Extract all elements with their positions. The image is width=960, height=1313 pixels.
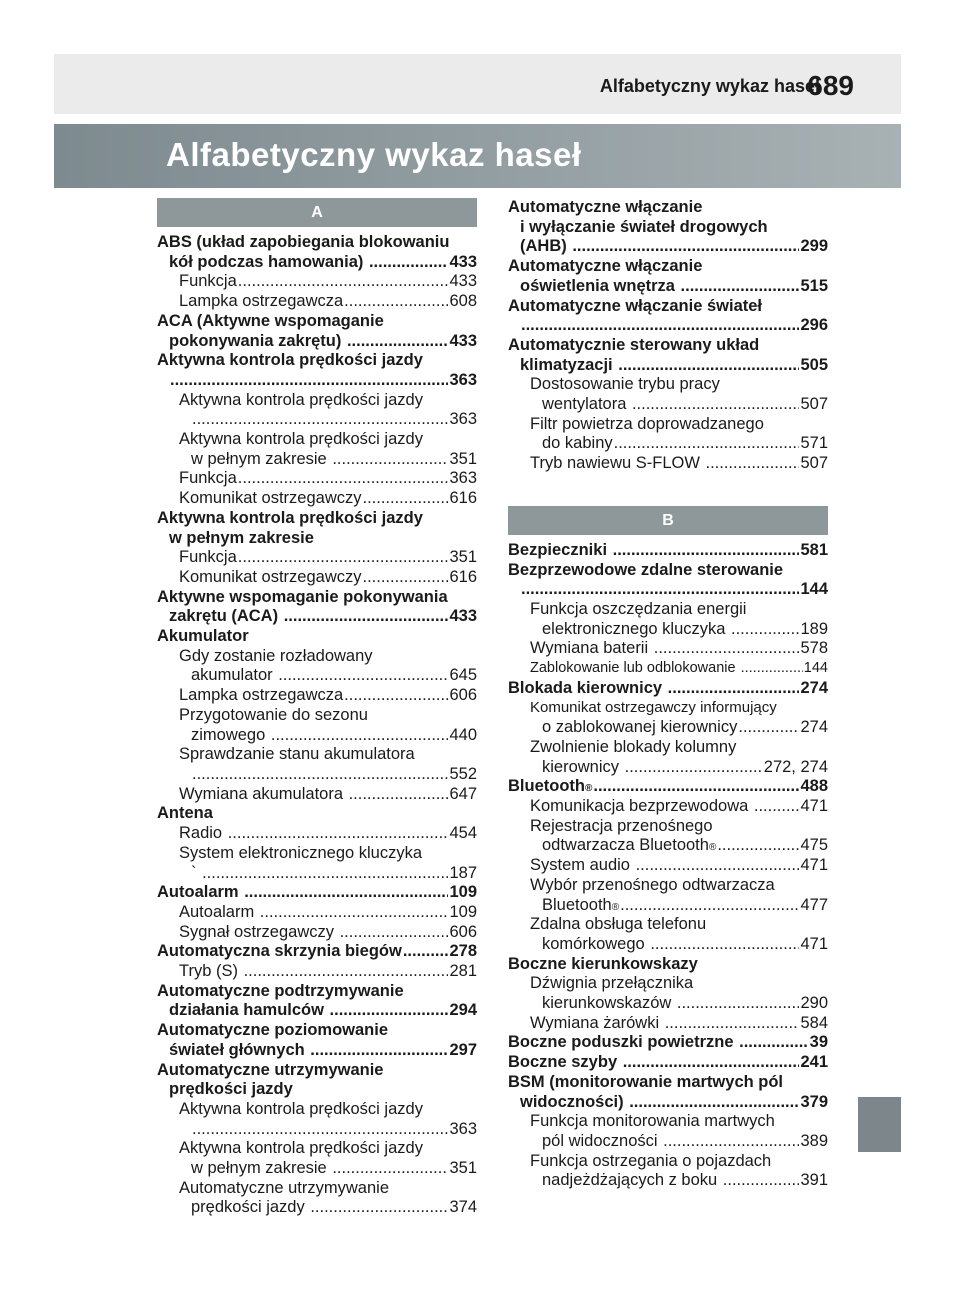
page-ref[interactable]: 505 [800, 355, 828, 374]
index-subentry: Komunikat ostrzegawczy ..... 616 [157, 568, 477, 588]
page-ref[interactable]: 144 [800, 580, 828, 599]
page-ref[interactable]: 299 [800, 237, 828, 256]
index-entry: Automatyczne utrzymywanie prędkości jazdy [157, 1060, 384, 1099]
page-ref[interactable]: 278 [449, 942, 477, 961]
page-ref[interactable]: 454 [449, 824, 477, 843]
page-ref[interactable]: 296 [800, 316, 828, 335]
page-ref[interactable]: 507 [800, 454, 828, 473]
index-entry: ACA (Aktywne wspomaganie pokonywania zakrętu) ..... 433 [157, 312, 477, 351]
index-entry: Automatyczne poziomowanie świateł głównych ..... 297 [157, 1021, 477, 1060]
index-entry: BSM (monitorowanie martwych pól widoczności) ..... 379 [508, 1073, 828, 1112]
page-ref[interactable]: 109 [449, 902, 477, 921]
page-ref[interactable]: 374 [449, 1198, 477, 1217]
page-ref[interactable]: 391 [800, 1171, 828, 1190]
index-subentry: Sprawdzanie stanu akumulatora ..... 552 [157, 745, 477, 784]
index-subentry: Tryb nawiewu S-FLOW ..... 507 [508, 454, 828, 474]
page-ref[interactable]: 363 [449, 469, 477, 488]
page-ref[interactable]: 433 [449, 331, 477, 350]
page-ref[interactable]: 290 [800, 994, 828, 1013]
page-ref[interactable]: 144 [803, 660, 828, 677]
page-ref[interactable]: 507 [800, 395, 828, 414]
index-subentry: Aktywna kontrola prędkości jazdy ..... 363 [157, 1100, 477, 1139]
index-entry: Bezprzewodowe zdalne sterowanie ..... 144 [508, 561, 828, 600]
page-ref[interactable]: 515 [800, 276, 828, 295]
page-ref[interactable]: 433 [449, 272, 477, 291]
page-ref[interactable]: 440 [449, 725, 477, 744]
index-entry: Bluetooth ® ..... 488 [508, 777, 828, 797]
page-ref[interactable]: 274 [800, 678, 828, 697]
index-subentry: Sygnał ostrzegawczy ..... 606 [157, 923, 477, 943]
index-entry: Antena [157, 804, 213, 823]
index-subentry: Funkcja ..... 433 [157, 272, 477, 292]
index-subentry: Wymiana żarówki ..... 584 [508, 1014, 828, 1034]
page-ref[interactable]: 274 [800, 718, 828, 737]
page-ref[interactable]: 389 [800, 1131, 828, 1150]
page-ref[interactable]: 351 [449, 548, 477, 567]
index-subentry: Aktywna kontrola prędkości jazdy w pełnym zakresie ..... 351 [157, 1139, 477, 1178]
section-header-b: B [508, 506, 828, 535]
index-entry: Aktywne wspomaganie pokonywania zakrętu (ACA) ..... 433 [157, 588, 477, 627]
index-entry: Automatyczne podtrzymywanie działania hamulców ..... 294 [157, 982, 477, 1021]
page-ref[interactable]: 471 [800, 934, 828, 953]
index-entry: Automatyczne włączanie oświetlenia wnętrza ..... 515 [508, 257, 828, 296]
page-ref[interactable]: 616 [449, 567, 477, 586]
index-entry: Bezpieczniki ..... 581 [508, 541, 828, 561]
page-ref[interactable]: 39 [809, 1033, 828, 1052]
index-subentry: Automatyczne utrzymywanie prędkości jazdy ..... 374 [157, 1179, 477, 1218]
page-ref[interactable]: 241 [800, 1053, 828, 1072]
page-ref[interactable]: 294 [449, 1001, 477, 1020]
index-subentry: Radio ..... 454 [157, 824, 477, 844]
index-subentry: System audio ..... 471 [508, 856, 828, 876]
index-subentry: Rejestracja przenośnego odtwarzacza Bluetooth ® ..... 475 [508, 817, 828, 856]
page-ref[interactable]: 645 [449, 666, 477, 685]
page-ref[interactable]: 272, 274 [763, 757, 828, 776]
index-subentry: Dźwignia przełącznika kierunkowskazów ..... 290 [508, 974, 828, 1013]
page-ref[interactable]: 187 [449, 863, 477, 882]
page-ref[interactable]: 475 [800, 836, 828, 855]
page-ref[interactable]: 363 [449, 370, 477, 389]
index-column-right [508, 198, 828, 1191]
page-ref[interactable]: 477 [800, 895, 828, 914]
section-header-a: A [157, 198, 477, 227]
index-entry: Aktywna kontrola prędkości jazdy w pełnym zakresie [157, 508, 423, 547]
page-ref[interactable]: 351 [449, 1159, 477, 1178]
page-ref[interactable]: 552 [449, 764, 477, 783]
index-subentry: Komunikat ostrzegawczy ..... 616 [157, 489, 477, 509]
page-ref[interactable]: 584 [800, 1013, 828, 1032]
index-entry: Blokada kierownicy ..... 274 [508, 679, 828, 699]
index-subentry: System elektronicznego kluczyka ` ..... 187 [157, 844, 477, 883]
chapter-tab [858, 1097, 901, 1152]
page-ref[interactable]: 351 [449, 449, 477, 468]
index-subentry: Lampka ostrzegawcza ..... 606 [157, 686, 477, 706]
page-ref[interactable]: 608 [449, 292, 477, 311]
index-subentry: Gdy zostanie rozładowany akumulator ..... 645 [157, 647, 477, 686]
index-entry: Aktywna kontrola prędkości jazdy ..... 363 [157, 351, 477, 390]
index-entry: Automatyczne włączanie świateł ..... 296 [508, 297, 828, 336]
page-ref[interactable]: 606 [449, 686, 477, 705]
index-subentry: Zdalna obsługa telefonu komórkowego ..... 471 [508, 915, 828, 954]
index-column-left [157, 198, 477, 1218]
index-subentry: Przygotowanie do sezonu zimowego ..... 440 [157, 706, 477, 745]
page-ref[interactable]: 606 [449, 922, 477, 941]
index-subentry: Dostosowanie trybu pracy wentylatora ..... 507 [508, 375, 828, 414]
index-subentry: Funkcja ..... 351 [157, 548, 477, 568]
index-subentry: Funkcja monitorowania martwych pól widoczności ..... 389 [508, 1112, 828, 1151]
page-ref[interactable]: 488 [800, 777, 828, 796]
page-ref[interactable]: 647 [449, 784, 477, 803]
page-number: 689 [807, 70, 854, 101]
index-subentry: Komunikacja bezprzewodowa ..... 471 [508, 797, 828, 817]
index-subentry: Lampka ostrzegawcza ..... 608 [157, 292, 477, 312]
index-entry: Automatyczna skrzynia biegów ..... 278 [157, 942, 477, 962]
index-subentry: Filtr powietrza doprowadzanego do kabiny ..... 571 [508, 415, 828, 454]
page-ref[interactable]: 281 [449, 962, 477, 981]
index-entry: Boczne poduszki powietrzne ..... 39 [508, 1033, 828, 1053]
index-entry: Boczne szyby ..... 241 [508, 1053, 828, 1073]
index-subentry: Zablokowanie lub odblokowanie ..... 144 [508, 659, 828, 679]
page-ref[interactable]: 363 [449, 1119, 477, 1138]
page-ref[interactable]: 433 [449, 252, 477, 271]
index-subentry: Zwolnienie blokady kolumny kierownicy ..... 272, 274 [508, 738, 828, 777]
page-ref[interactable]: 379 [800, 1092, 828, 1111]
index-entry: Automatyczne włączanie i wyłączanie świateł drogowych (AHB) ..... 299 [508, 198, 828, 257]
page-ref[interactable]: 581 [800, 540, 828, 559]
index-entry: Autoalarm ..... 109 [157, 883, 477, 903]
index-subentry: Autoalarm ..... 109 [157, 903, 477, 923]
page-ref[interactable]: 109 [449, 883, 477, 902]
index-entry: Boczne kierunkowskazy [508, 954, 698, 973]
page-ref[interactable]: 297 [449, 1040, 477, 1059]
index-entry: ABS (układ zapobiegania blokowaniu kół podczas hamowania) ..... 433 [157, 233, 477, 272]
page-ref[interactable]: 471 [800, 856, 828, 875]
header-section-title: Alfabetyczny wykaz haseł [599, 76, 820, 96]
index-entry: Akumulator [157, 627, 249, 646]
index-subentry: Funkcja ostrzegania o pojazdach nadjeżdżających z boku ..... 391 [508, 1152, 828, 1191]
index-subentry: Aktywna kontrola prędkości jazdy ..... 363 [157, 391, 477, 430]
page-ref[interactable]: 433 [449, 607, 477, 626]
page-ref[interactable]: 571 [800, 434, 828, 453]
page-ref[interactable]: 471 [800, 796, 828, 815]
index-subentry: Wymiana baterii ..... 578 [508, 639, 828, 659]
page-ref[interactable]: 616 [449, 489, 477, 508]
page-ref[interactable]: 189 [800, 619, 828, 638]
page-ref[interactable]: 363 [449, 410, 477, 429]
index-subentry: Funkcja ..... 363 [157, 469, 477, 489]
index-subentry: Wymiana akumulatora ..... 647 [157, 785, 477, 805]
index-subentry: Aktywna kontrola prędkości jazdy w pełnym zakresie ..... 351 [157, 430, 477, 469]
index-subentry: Wybór przenośnego odtwarzacza Bluetooth ® ..... 477 [508, 876, 828, 915]
page-ref[interactable]: 578 [800, 639, 828, 658]
index-subentry: Komunikat ostrzegawczy informujący o zablokowanej kierownicy ..... 274 [508, 698, 828, 737]
index-entry: Automatycznie sterowany układ klimatyzacji ..... 505 [508, 336, 828, 375]
index-subentry: Tryb (S) ..... 281 [157, 962, 477, 982]
page-title: Alfabetyczny wykaz haseł [166, 136, 582, 173]
index-subentry: Funkcja oszczędzania energii elektronicznego kluczyka ..... 189 [508, 600, 828, 639]
